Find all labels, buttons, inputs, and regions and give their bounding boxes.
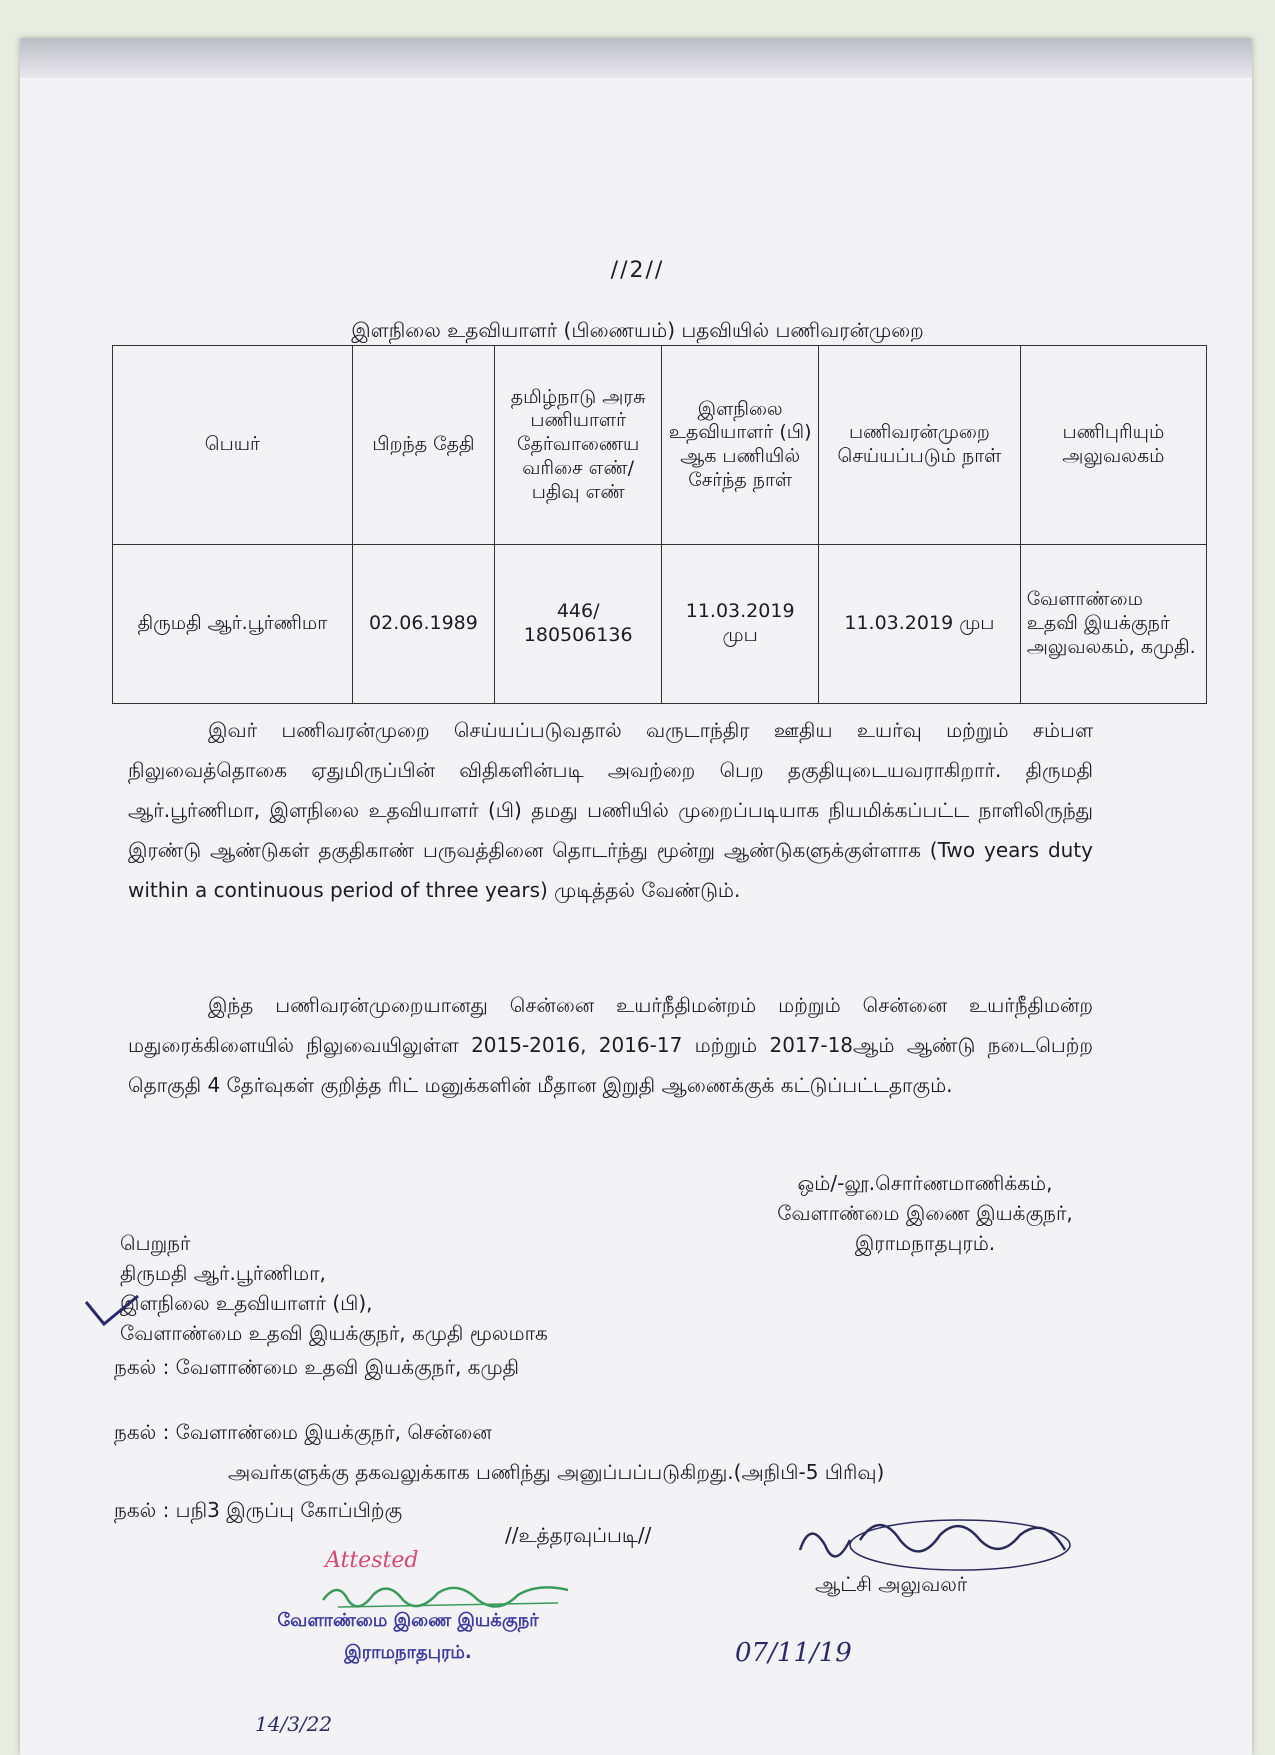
recipient-block bbox=[120, 1228, 820, 1348]
officer-signature-icon bbox=[790, 1510, 1080, 1580]
recipient-label: பெறுநர் bbox=[120, 1231, 191, 1255]
table-header-cell: பிறந்த தேதி bbox=[352, 346, 494, 545]
recipient-via: வேளாண்மை உதவி இயக்குநர், கமுதி மூலமாக bbox=[120, 1321, 548, 1345]
recipient-name: திருமதி ஆர்.பூர்ணிமா, bbox=[120, 1261, 326, 1285]
paragraph-2: இந்த பணிவரன்முறையானது சென்னை உயர்நீதிமன்றம் மற்றும் சென்னை உயர்நீதிமன்ற மதுரைக்கிளையில் நிலுவையிலுள்ள 2015-2016, 2016-17 மற்றும் 2017-18ஆம் ஆண்டு நடைபெற்ற தொகுதி 4 தேர்வுகள் குறித்த ரிட் மனுக்களின் மீதான இறுதி ஆணைக்குக் கட்டுப்பட்டதாகும். bbox=[128, 993, 1093, 1097]
office-stamp bbox=[268, 1605, 548, 1669]
officer-designation: ஆட்சி அலுவலர் bbox=[815, 1572, 968, 1596]
stamp-line-2: இராமநாதபுரம். bbox=[344, 1642, 472, 1663]
paragraph-1: இவர் பணிவரன்முறை செய்யப்படுவதால் வருடாந்திர ஊதிய உயர்வு மற்றும் சம்பள நிலுவைத்தொகை ஏதுமிருப்பின் விதிகளின்படி அவற்றை பெற தகுதியுடையவராகிறார். திருமதி ஆர்.பூர்ணிமா, இளநிலை உதவியாளர் (பி) தமது பணியில் முறைப்படியாக நியமிக்கப்பட்ட நாளிலிருந்து இரண்டு ஆண்டுகள் தகுதிகாண் பருவத்தினை தொடர்ந்து மூன்று ஆண்டுகளுக்குள்ளாக (Two years duty within a continuous period of three years) முடித்தல் வேண்டும். bbox=[128, 718, 1093, 902]
regularisation-table bbox=[112, 345, 1207, 704]
copy-line-2: நகல் : வேளாண்மை இயக்குநர், சென்னை bbox=[114, 1420, 492, 1444]
table-cell: 11.03.2019 முப bbox=[819, 545, 1021, 704]
table-header-cell: இளநிலை உதவியாளர் (பி) ஆக பணியில் சேர்ந்த நாள் bbox=[662, 346, 819, 545]
copy-line-2-note: அவர்களுக்கு தகவலுக்காக பணிந்து அனுப்பப்படுகிறது.(அநிபி-5 பிரிவு) bbox=[228, 1460, 885, 1484]
table-row bbox=[113, 545, 1207, 704]
stamp-line-1: வேளாண்மை இணை இயக்குநர் bbox=[277, 1610, 539, 1631]
order-line: //உத்தரவுப்படி// bbox=[505, 1523, 652, 1547]
date-handwriting-2: 14/3/22 bbox=[255, 1712, 333, 1736]
table-cell: 11.03.2019 முப bbox=[662, 545, 819, 704]
table-cell: வேளாண்மை உதவி இயக்குநர் அலுவலகம், கமுதி. bbox=[1020, 545, 1206, 704]
table-cell: 446/ 180506136 bbox=[495, 545, 662, 704]
table-cell: 02.06.1989 bbox=[352, 545, 494, 704]
date-handwriting-1: 07/11/19 bbox=[735, 1638, 852, 1668]
table-header-cell: பணிபுரியும் அலுவலகம் bbox=[1020, 346, 1206, 545]
table-header-cell: தமிழ்நாடு அரசு பணியாளர் தேர்வாணைய வரிசை எண்/பதிவு எண் bbox=[495, 346, 662, 545]
signatory-name: ஒம்/-லூ.சொர்ணமாணிக்கம், bbox=[797, 1171, 1053, 1195]
signatory-place: இராமநாதபுரம். bbox=[854, 1231, 996, 1255]
copy-line-1: நகல் : வேளாண்மை உதவி இயக்குநர், கமுதி bbox=[114, 1355, 520, 1379]
document-title: இளநிலை உதவியாளர் (பிணையம்) பதவியில் பணிவரன்முறை bbox=[351, 318, 924, 342]
table-header-cell: பெயர் bbox=[113, 346, 353, 545]
tick-mark-icon bbox=[82, 1290, 142, 1330]
recipient-designation: இளநிலை உதவியாளர் (பி), bbox=[120, 1291, 373, 1315]
table-cell: திருமதி ஆர்.பூர்ணிமா bbox=[113, 545, 353, 704]
attested-handwriting: Attested bbox=[325, 1548, 419, 1573]
signatory-designation: வேளாண்மை இணை இயக்குநர், bbox=[777, 1201, 1073, 1225]
copy-line-3: நகல் : பநி3 இருப்பு கோப்பிற்கு bbox=[114, 1498, 403, 1522]
page-number: //2// bbox=[610, 258, 665, 283]
table-header-row bbox=[113, 346, 1207, 545]
scan-top-band bbox=[20, 38, 1252, 78]
table-header-cell: பணிவரன்முறை செய்யப்படும் நாள் bbox=[819, 346, 1021, 545]
